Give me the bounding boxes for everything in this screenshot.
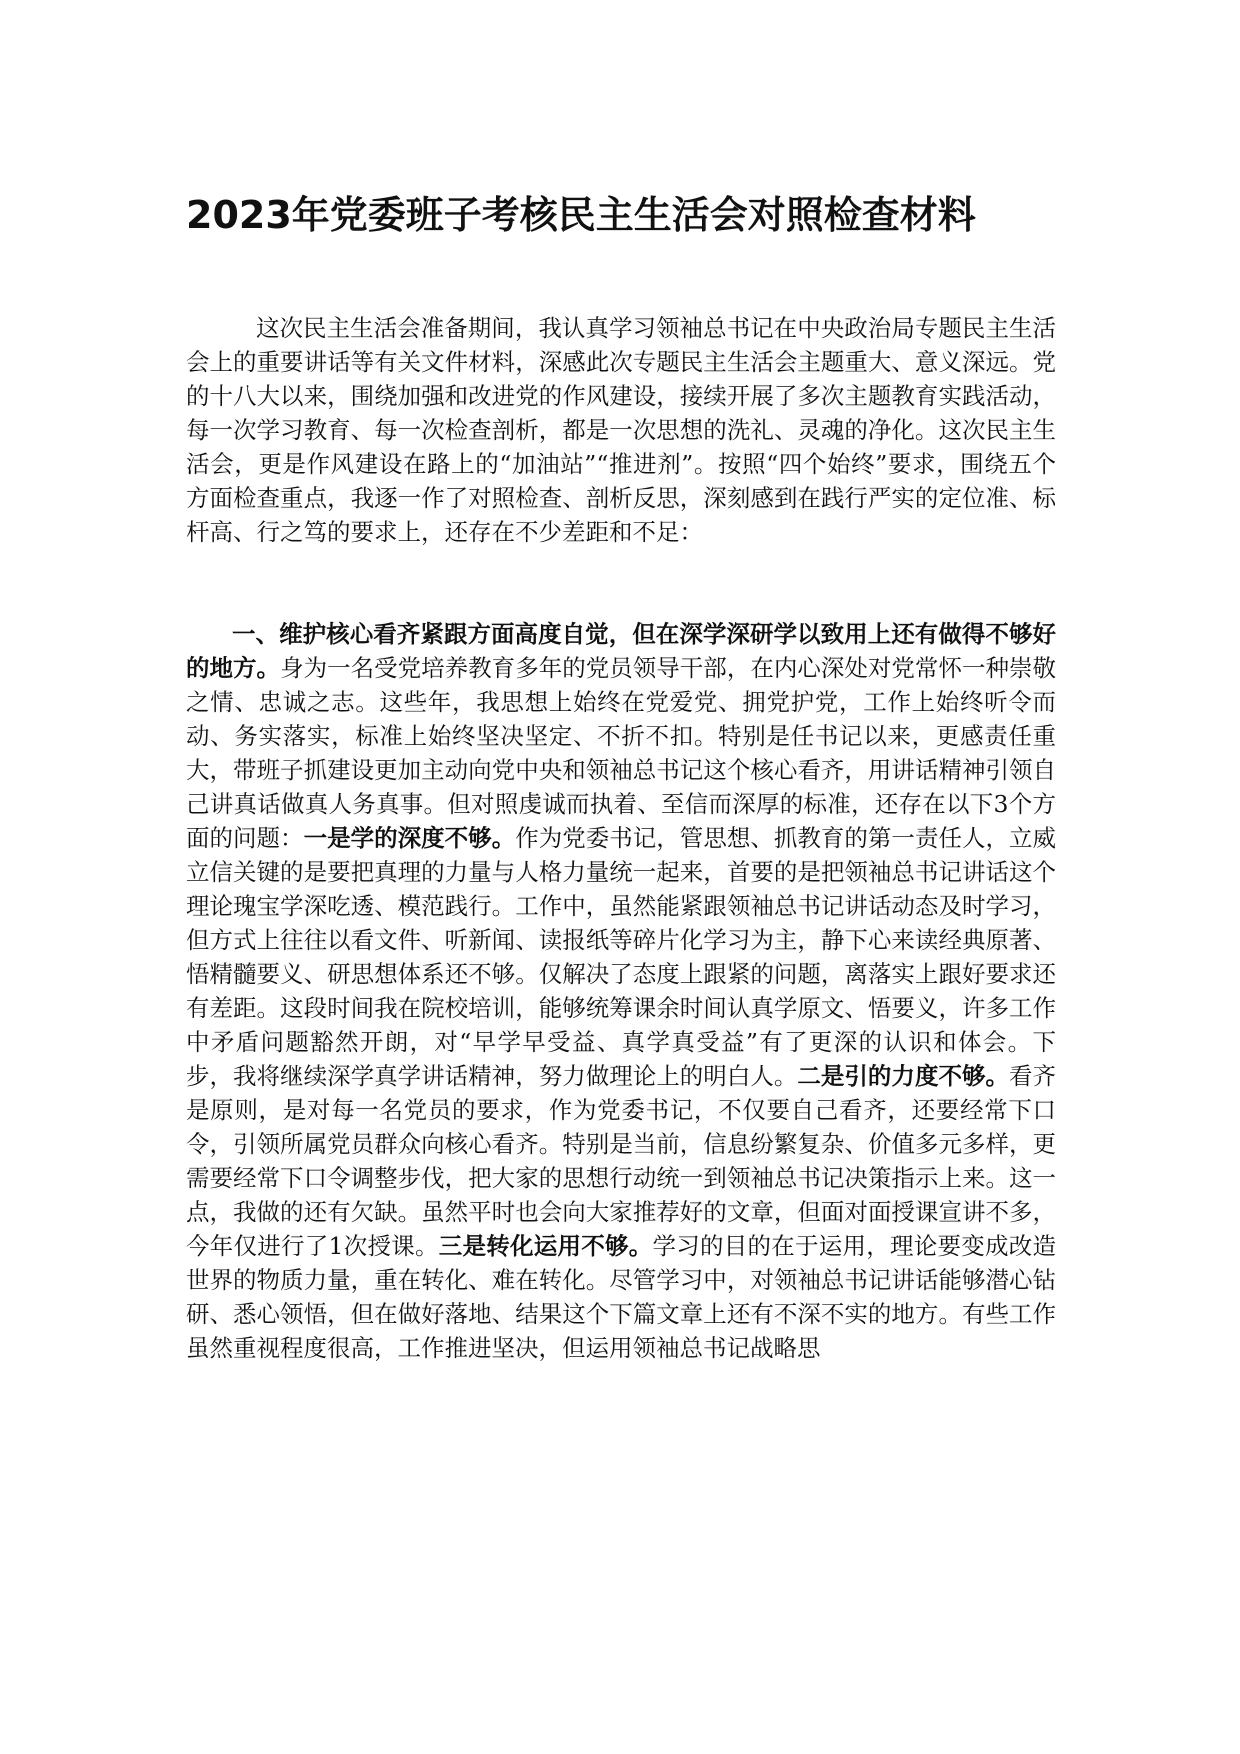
section-one-text-d: 学习的目的在于运用，理论要变成改造世界的物质力量，重在转化、难在转化。尽管学习中，对领袖总书记讲话能够潜心钻研、悉心领悟，但在做好落地、结果这个下篇文章上还有不深不实的地方。有些工作虽然重视程度很高，工作推进坚决，但运用领袖总书记战略思 <box>186 1232 1057 1362</box>
section-one-paragraph <box>186 617 1056 1365</box>
document-title: 2023年党委班子考核民主生活会对照检查材料 <box>186 193 976 237</box>
point-one-label: 一是学的深度不够。 <box>303 824 516 852</box>
intro-paragraph: 这次民主生活会准备期间，我认真学习领袖总书记在中央政治局专题民主生活会上的重要讲话等有关文件材料，深感此次专题民主生活会主题重大、意义深远。党的十八大以来，围绕加强和改进党的作风建设，接续开展了多次主题教育实践活动，每一次学习教育、每一次检查剖析，都是一次思想的洗礼、灵魂的净化。这次民主生活会，更是作风建设在路上的“加油站”“推进剂”。按照“四个始终”要求，围绕五个方面检查重点，我逐一作了对照检查、剖析反思，深刻感到在践行严实的定位准、标杆高、行之笃的要求上，还存在不少差距和不足： <box>186 314 1056 546</box>
section-one-text-a: 身为一名受党培养教育多年的党员领导干部，在内心深处对党常怀一种崇敬之情、忠诚之志。这些年，我思想上始终在党爱党、拥党护党，工作上始终听令而动、务实落实，标准上始终坚决坚定、不折不扣。特别是任书记以来，更感责任重大，带班子抓建设更加主动向党中央和领袖总书记这个核心看齐，用讲话精神引领自己讲真话做真人务真事。但对照虔诚而执着、至信而深厚的标准，还存在以下3个方面的问题： <box>186 654 1057 852</box>
section-one-heading: 一、维护核心看齐紧跟方面高度自觉，但在深学深研学以致用上还有做得不够好的地方。 <box>186 620 1056 682</box>
section-one-text-b: 作为党委书记，管思想、抓教育的第一责任人，立威立信关键的是要把真理的力量与人格力量统一起来，首要的是把领袖总书记讲话这个理论瑰宝学深吃透、模范践行。工作中，虽然能紧跟领袖总书记讲话动态及时学习，但方式上往往以看文件、听新闻、读报纸等碎片化学习为主，静下心来读经典原著、悟精髓要义、研思想体系还不够。仅解决了态度上跟紧的问题，离落实上跟好要求还有差距。这段时间我在院校培训，能够统筹课余时间认真学原文、悟要义，许多工作中矛盾问题豁然开朗，对“早学早受益、真学真受益”有了更深的认识和体会。下步，我将继续深学真学讲话精神，努力做理论上的明白人。 <box>186 824 1057 1090</box>
section-one-text-c: 看齐是原则，是对每一名党员的要求，作为党委书记，不仅要自己看齐，还要经常下口令，引领所属党员群众向核心看齐。特别是当前，信息纷繁复杂、价值多元多样，更需要经常下口令调整步伐，把大家的思想行动统一到领袖总书记决策指示上来。这一点，我做的还有欠缺。虽然平时也会向大家推荐好的文章，但面对面授课宣讲不多，今年仅进行了1次授课。 <box>186 1062 1057 1260</box>
point-two-label: 二是引的力度不够。 <box>797 1062 1009 1090</box>
point-three-label: 三是转化运用不够。 <box>438 1232 653 1260</box>
